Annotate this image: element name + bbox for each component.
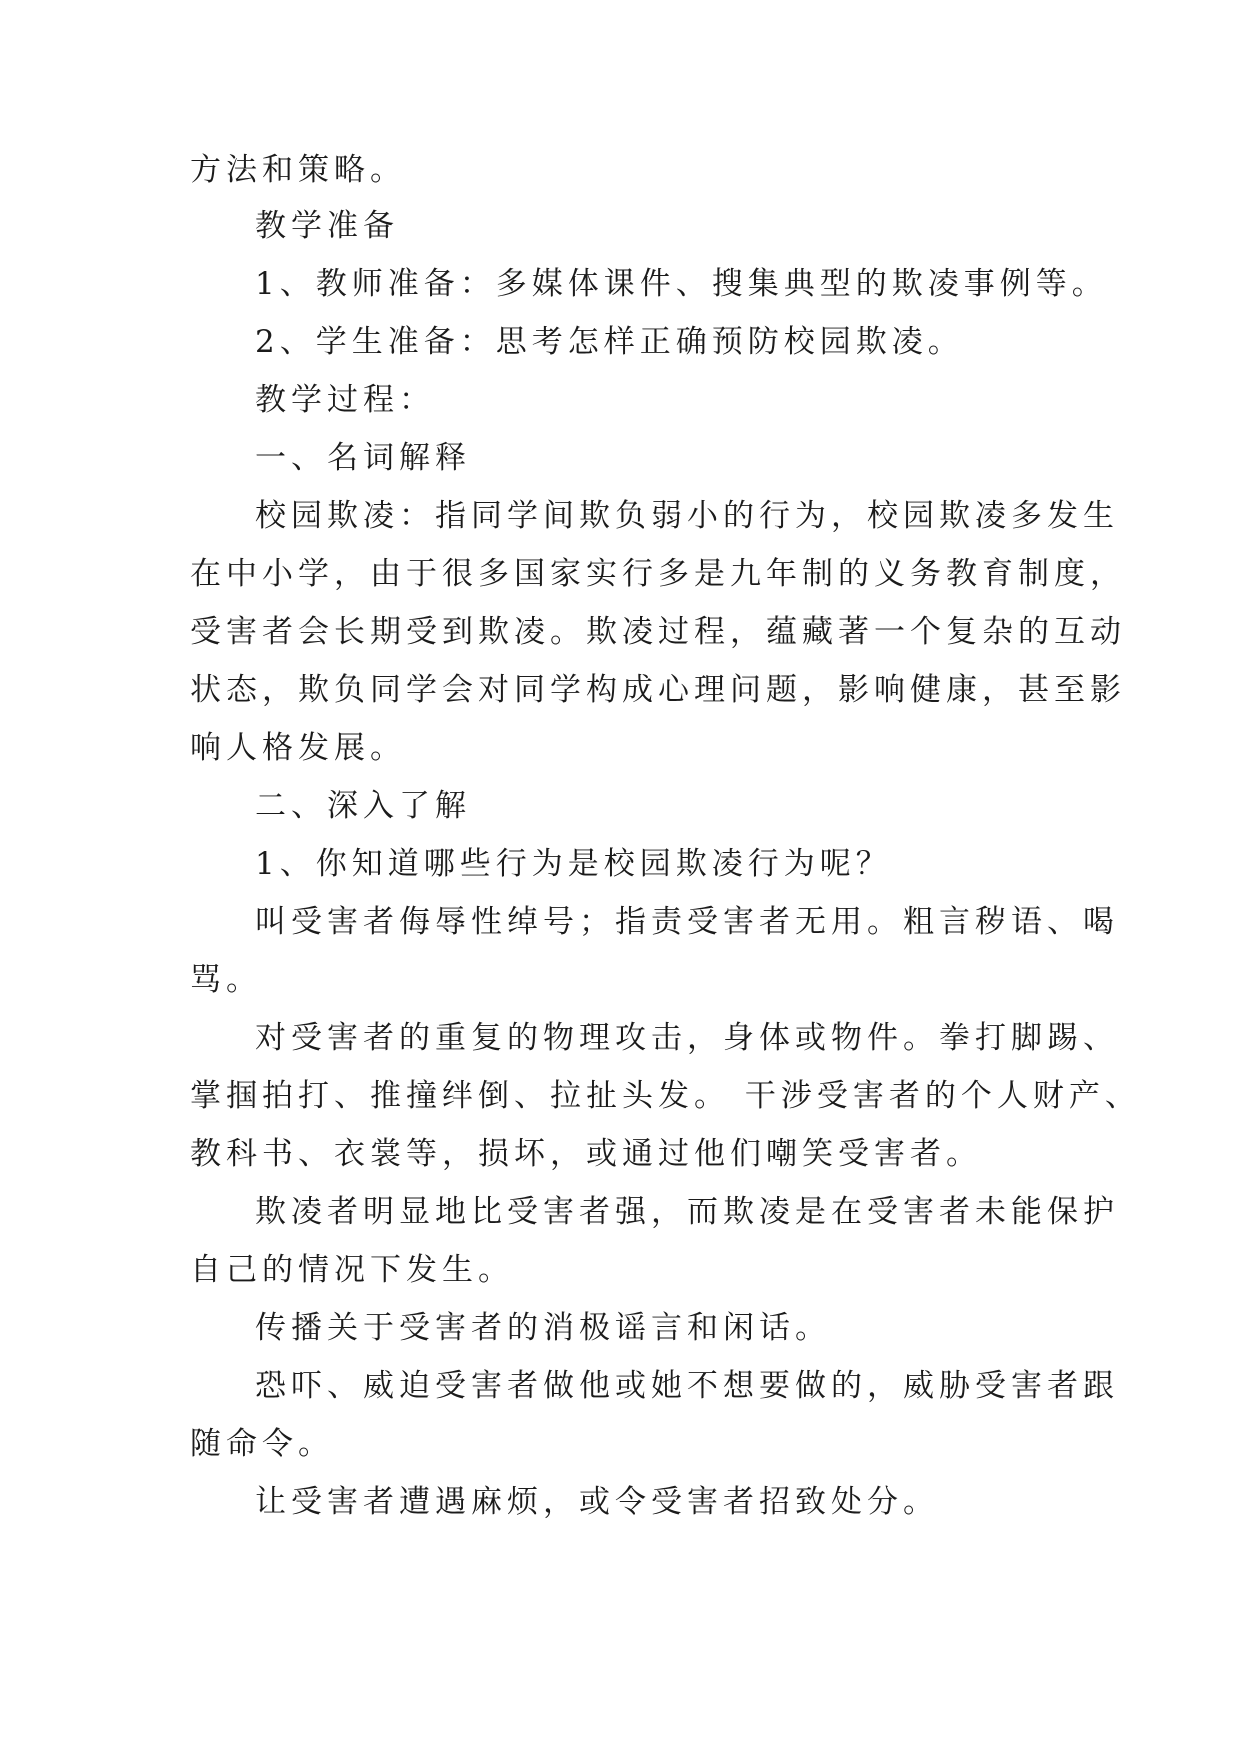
text-line: 骂。: [190, 962, 262, 998]
section-heading: 二、深入了解: [255, 788, 471, 824]
text-line: 让受害者遭遇麻烦，或令受害者招致处分。: [255, 1484, 939, 1520]
text-line: 状态，欺负同学会对同学构成心理问题，影响健康，甚至影: [190, 672, 1126, 708]
text-line: 传播关于受害者的消极谣言和闲话。: [255, 1310, 831, 1346]
text-line: 受害者会长期受到欺凌。欺凌过程，蕴藏著一个复杂的互动: [190, 614, 1126, 650]
text-line: 掌掴拍打、推撞绊倒、拉扯头发。 干涉受害者的个人财产、: [190, 1078, 1141, 1114]
text-line: 教科书、衣裳等，损坏，或通过他们嘲笑受害者。: [190, 1136, 982, 1172]
text-line: 随命令。: [190, 1426, 334, 1462]
section-heading: 教学过程：: [255, 382, 435, 418]
text-line: 叫受害者侮辱性绰号；指责受害者无用。粗言秽语、喝: [255, 904, 1119, 940]
section-heading: 教学准备: [255, 208, 399, 244]
section-heading: 一、名词解释: [255, 440, 471, 476]
text-line: 1、你知道哪些行为是校园欺凌行为呢？: [255, 846, 892, 882]
text-line: 恐吓、威迫受害者做他或她不想要做的，威胁受害者跟: [255, 1368, 1119, 1404]
text-line: 方法和策略。: [190, 152, 406, 188]
text-line: 对受害者的重复的物理攻击，身体或物件。拳打脚踢、: [255, 1020, 1119, 1056]
text-line: 2、学生准备：思考怎样正确预防校园欺凌。: [255, 324, 964, 360]
text-line: 1、教师准备：多媒体课件、搜集典型的欺凌事例等。: [255, 266, 1108, 302]
text-line: 响人格发展。: [190, 730, 406, 766]
text-line: 自己的情况下发生。: [190, 1252, 514, 1288]
text-line: 在中小学，由于很多国家实行多是九年制的义务教育制度，: [190, 556, 1126, 592]
text-line: 校园欺凌：指同学间欺负弱小的行为，校园欺凌多发生: [255, 498, 1119, 534]
text-line: 欺凌者明显地比受害者强，而欺凌是在受害者未能保护: [255, 1194, 1119, 1230]
